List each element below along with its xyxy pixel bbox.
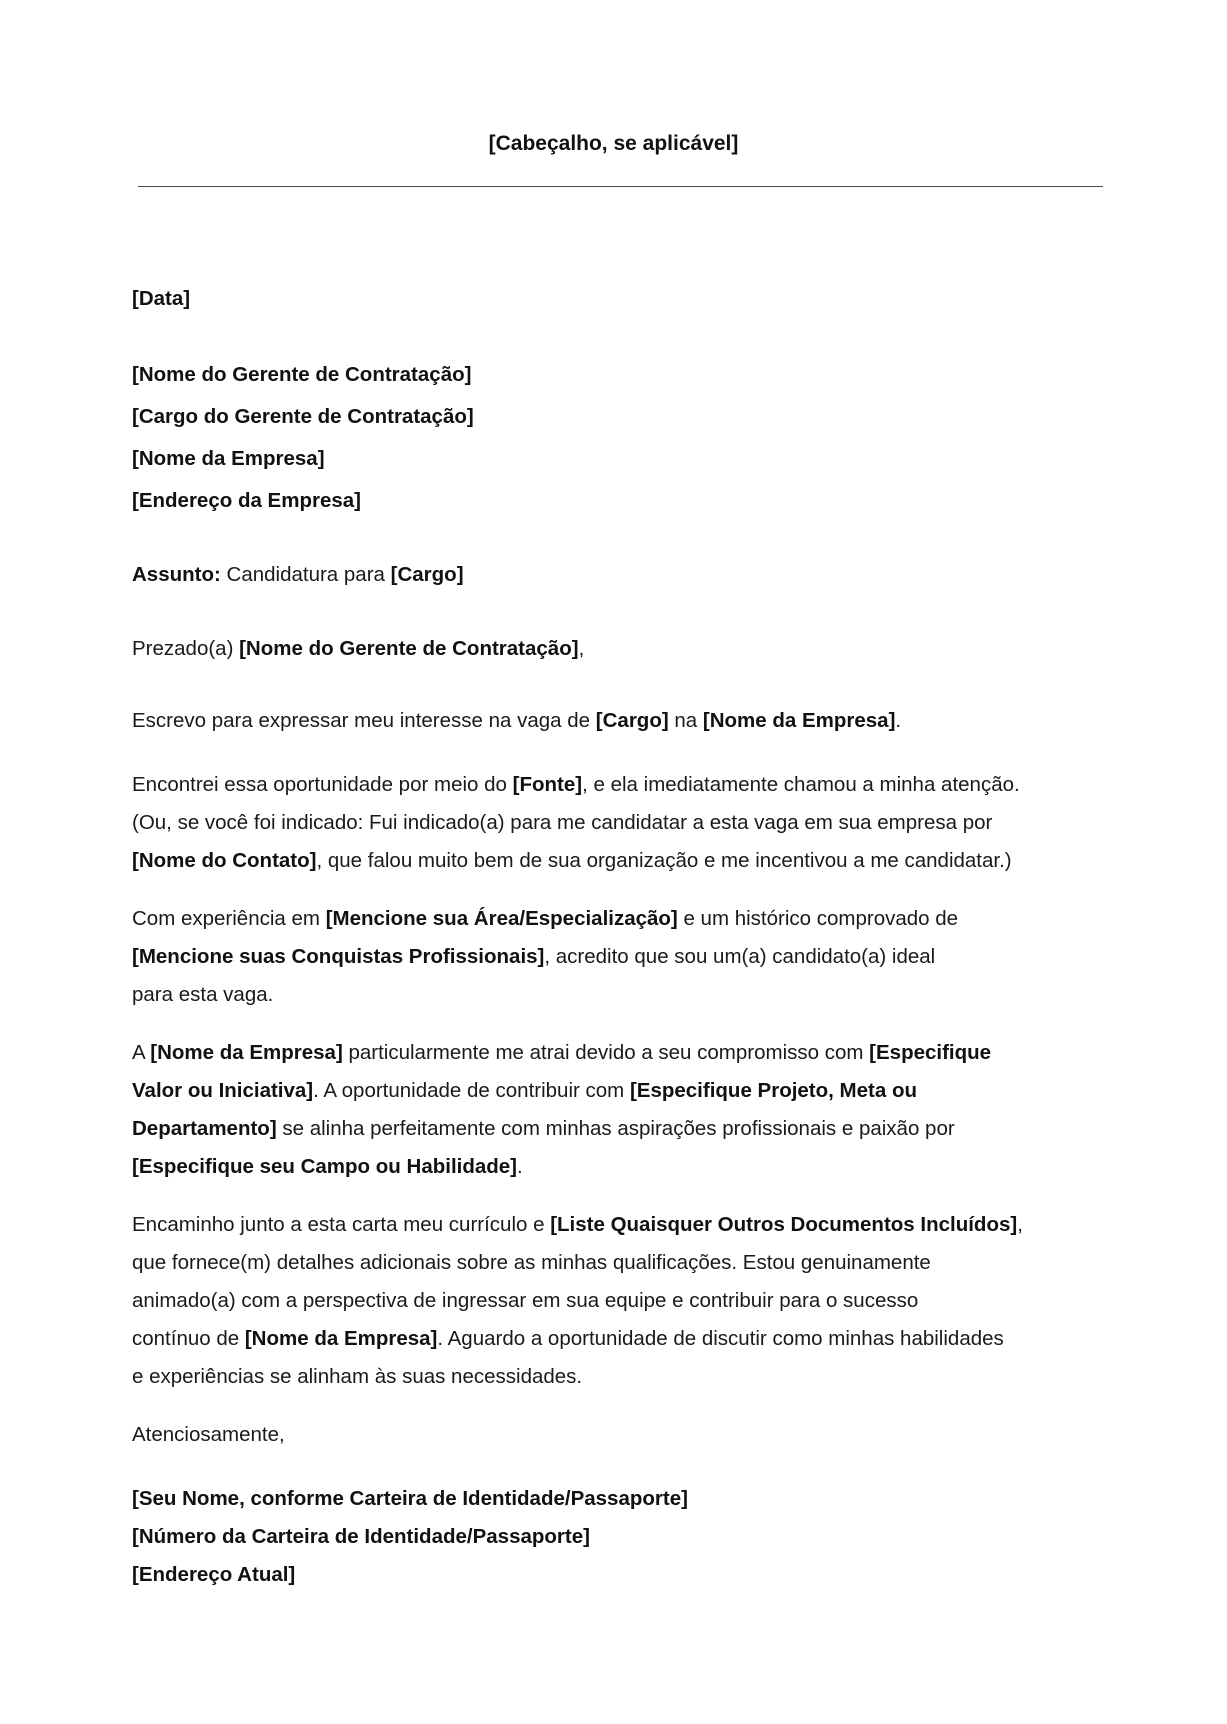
subject-line <box>132 556 1102 594</box>
p1-text: na <box>668 709 703 732</box>
signature-block <box>132 1480 1102 1594</box>
date-block <box>132 280 1102 318</box>
recipient-title: [Cargo do Gerente de Contratação] <box>132 405 474 428</box>
paragraph-4 <box>132 1034 1102 1186</box>
greeting-suffix: , <box>578 637 585 660</box>
paragraph-5 <box>132 1206 1102 1396</box>
header-title: [Cabeçalho, se aplicável] <box>488 132 739 155</box>
p4-project: Departamento] <box>132 1117 277 1140</box>
signature-name: [Seu Nome, conforme Carteira de Identidade/Passaporte] <box>132 1487 688 1510</box>
p4-field: [Especifique seu Campo ou Habilidade] <box>132 1155 518 1178</box>
p1-position: [Cargo] <box>595 709 669 732</box>
recipient-address: [Endereço da Empresa] <box>132 489 361 512</box>
subject-position: [Cargo] <box>390 563 464 586</box>
signature-id-number: [Número da Carteira de Identidade/Passaporte] <box>132 1525 590 1548</box>
p4-text: se alinha perfeitamente com minhas aspirações profissionais e paixão por <box>276 1117 955 1140</box>
p5-text: e experiências se alinham às suas necessidades. <box>132 1365 583 1388</box>
p3-achievements: [Mencione suas Conquistas Profissionais] <box>132 945 545 968</box>
p5-text: . Aguardo a oportunidade de discutir como minhas habilidades <box>437 1327 1004 1350</box>
p1-text: Escrevo para expressar meu interesse na vaga de <box>132 709 596 732</box>
p5-text: que fornece(m) detalhes adicionais sobre as minhas qualificações. Estou genuinamente <box>132 1251 931 1274</box>
p3-text: , acredito que sou um(a) candidato(a) ideal <box>544 945 936 968</box>
p4-text: A <box>132 1041 151 1064</box>
p5-documents: [Liste Quaisquer Outros Documentos Incluídos] <box>550 1213 1018 1236</box>
p1-company: [Nome da Empresa] <box>702 709 896 732</box>
p4-value: [Especifique <box>869 1041 992 1064</box>
p2-text: , que falou muito bem de sua organização e me incentivou a me candidatar.) <box>316 849 1012 872</box>
recipient-name: [Nome do Gerente de Contratação] <box>132 363 472 386</box>
p5-text: contínuo de <box>132 1327 245 1350</box>
p5-text: , <box>1017 1213 1023 1236</box>
p4-text: particularmente me atrai devido a seu compromisso com <box>342 1041 870 1064</box>
paragraph-1 <box>132 702 1102 740</box>
subject-label: Assunto: <box>132 563 221 586</box>
subject-text: Candidatura para <box>220 563 391 586</box>
p2-text: , e ela imediatamente chamou a minha atenção. <box>582 773 1020 796</box>
greeting <box>132 630 1102 668</box>
p2-text: (Ou, se você foi indicado: Fui indicado(a) para me candidatar a esta vaga em sua empresa por <box>132 811 993 834</box>
p3-text: e um histórico comprovado de <box>677 907 959 930</box>
p1-text: . <box>895 709 902 732</box>
paragraph-3 <box>132 900 1102 1014</box>
recipient-company: [Nome da Empresa] <box>132 447 325 470</box>
p4-company: [Nome da Empresa] <box>150 1041 343 1064</box>
p4-project: [Especifique Projeto, Meta ou <box>629 1079 917 1102</box>
p2-contact: [Nome do Contato] <box>132 849 317 872</box>
paragraph-2 <box>132 766 1102 880</box>
p4-text: . <box>517 1155 523 1178</box>
date: [Data] <box>132 287 191 310</box>
p4-value: Valor ou Iniciativa] <box>132 1079 314 1102</box>
p3-text: Com experiência em <box>132 907 326 930</box>
p3-area: [Mencione sua Área/Especialização] <box>325 907 678 930</box>
greeting-name: [Nome do Gerente de Contratação] <box>239 637 579 660</box>
header-divider <box>138 186 1103 187</box>
p5-text: animado(a) com a perspectiva de ingressar em sua equipe e contribuir para o sucesso <box>132 1289 919 1312</box>
p5-text: Encaminho junto a esta carta meu currículo e <box>132 1213 551 1236</box>
p2-text: Encontrei essa oportunidade por meio do <box>132 773 513 796</box>
p3-text: para esta vaga. <box>132 983 274 1006</box>
recipient-block <box>132 354 1102 522</box>
greeting-prefix: Prezado(a) <box>132 637 240 660</box>
closing <box>132 1416 1102 1454</box>
p2-source: [Fonte] <box>512 773 583 796</box>
signature-address: [Endereço Atual] <box>132 1563 296 1586</box>
p5-company: [Nome da Empresa] <box>244 1327 438 1350</box>
closing-text: Atenciosamente, <box>132 1423 285 1446</box>
p4-text: . A oportunidade de contribuir com <box>313 1079 630 1102</box>
